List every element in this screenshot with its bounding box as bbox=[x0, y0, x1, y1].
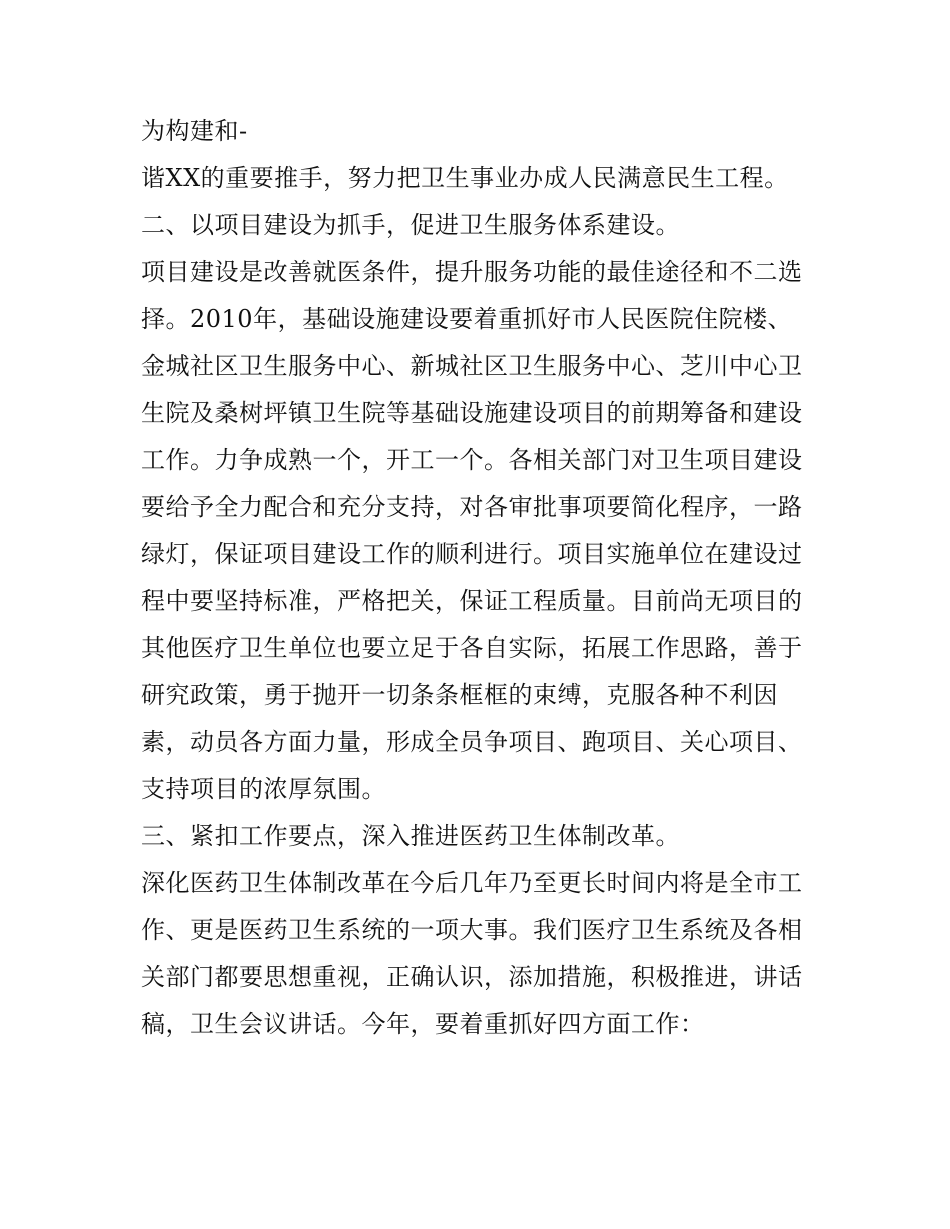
text-line: 关部门都要思想重视，正确认识，添加措施，积极推进，讲话 bbox=[141, 963, 803, 991]
text-line: 工作。力争成熟一个，开工一个。各相关部门对卫生项目建设 bbox=[141, 446, 803, 474]
text-line: 绿灯，保证项目建设工作的顺利进行。项目实施单位在建设过 bbox=[141, 540, 803, 568]
text-line: 生院及桑树坪镇卫生院等基础设施建设项目的前期筹备和建设 bbox=[141, 399, 803, 427]
text-line: 项目建设是改善就医条件，提升服务功能的最佳途径和不二选 bbox=[141, 258, 803, 286]
text-line: 金城社区卫生服务中心、新城社区卫生服务中心、芝川中心卫 bbox=[141, 352, 803, 380]
section-heading-3: 三、紧扣工作要点，深入推进医药卫生体制改革。 bbox=[141, 822, 680, 850]
text-line: 要给予全力配合和充分支持，对各审批事项要简化程序，一路 bbox=[141, 493, 803, 521]
text-line: 程中要坚持标准，严格把关，保证工程质量。目前尚无项目的 bbox=[141, 587, 803, 615]
text-line: 研究政策，勇于抛开一切条条框框的束缚，克服各种不利因 bbox=[141, 681, 778, 709]
document-body bbox=[141, 108, 821, 1048]
text-line: 支持项目的浓厚氛围。 bbox=[141, 775, 386, 803]
text-line: 作、更是医药卫生系统的一项大事。我们医疗卫生系统及各相 bbox=[141, 916, 803, 944]
text-line: 深化医药卫生体制改革在今后几年乃至更长时间内将是全市工 bbox=[141, 869, 803, 897]
text-line: 素，动员各方面力量，形成全员争项目、跑项目、关心项目、 bbox=[141, 728, 803, 756]
text-line: 其他医疗卫生单位也要立足于各自实际，拓展工作思路，善于 bbox=[141, 634, 803, 662]
text-line: 择。2010年，基础设施建设要着重抓好市人民医院住院楼、 bbox=[141, 305, 793, 333]
text-line: 谐XX的重要推手，努力把卫生事业办成人民满意民生工程。 bbox=[141, 164, 789, 192]
section-heading-2: 二、以项目建设为抓手，促进卫生服务体系建设。 bbox=[141, 211, 680, 239]
text-line: 稿，卫生会议讲话。今年，要着重抓好四方面工作： bbox=[141, 1010, 705, 1038]
text-line: 为构建和- bbox=[141, 117, 248, 145]
